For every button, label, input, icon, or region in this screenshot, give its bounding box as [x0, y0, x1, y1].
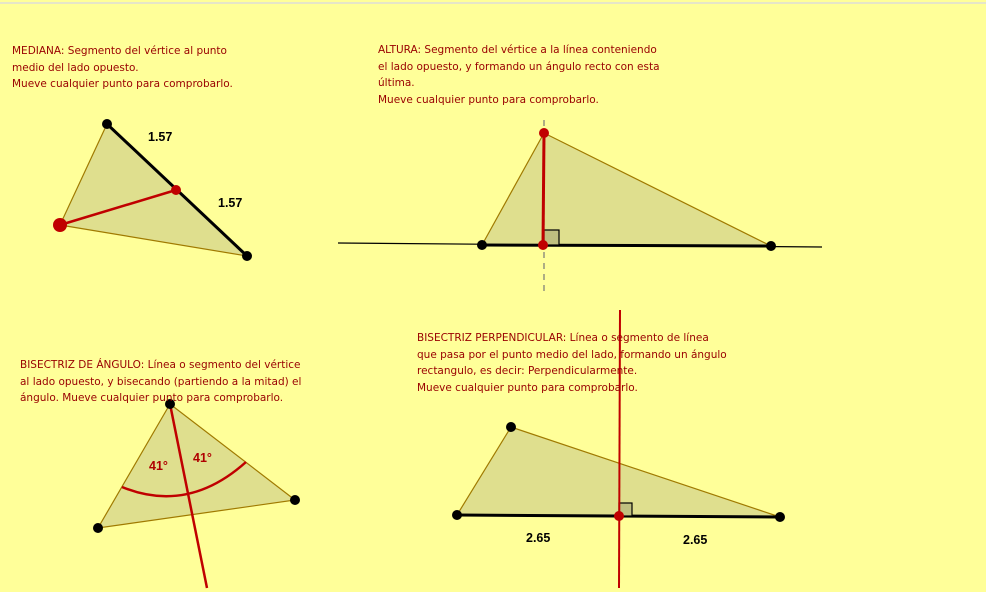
mediatriz-length-left: 2.65 [526, 531, 551, 545]
altura-figure [338, 120, 822, 296]
altura-triangle [482, 133, 771, 246]
bisectriz-angle-left-label: 41° [149, 459, 168, 473]
mediana-description: MEDIANA: Segmento del vértice al punto medio del lado opuesto. Mueve cualquier punto para comprobarlo. [12, 45, 233, 90]
altura-foot-point [538, 240, 548, 250]
altura-base-side [482, 245, 771, 246]
altura-segment [543, 133, 544, 245]
mediatriz-vertex-top[interactable] [506, 422, 516, 432]
mediatriz-midpoint [614, 511, 624, 521]
bisectriz-perpendicular-description: BISECTRIZ PERPENDICULAR: Línea o segmento de línea que pasa por el punto medio del lado, formando un ángulo rectangulo, es decir: Perpendicularmente. Mueve cualquier punto para comprobarlo. [417, 332, 727, 394]
bisectriz-angulo-description: BISECTRIZ DE ÁNGULO: Línea o segmento del vértice al lado opuesto, y bisecando (partiendo a la mitad) el ángulo. Mueve cualquier punto para comprobarlo. [20, 359, 302, 404]
altura-vertex-left[interactable] [477, 240, 487, 250]
mediana-vertex-bottom-right[interactable] [242, 251, 252, 261]
altura-description: ALTURA: Segmento del vértice a la línea conteniendo el lado opuesto, y formando un ángulo recto con esta última. Mueve cualquier punto para comprobarlo. [378, 44, 660, 106]
mediana-midpoint [171, 185, 181, 195]
mediana-length-upper: 1.57 [148, 130, 173, 144]
altura-vertex-top[interactable] [539, 128, 549, 138]
altura-vertex-right[interactable] [766, 241, 776, 251]
mediana-vertex-left[interactable] [53, 218, 67, 232]
mediana-vertex-top[interactable] [102, 119, 112, 129]
bisectriz-angulo-figure [93, 399, 300, 588]
bisectriz-vertex-left[interactable] [93, 523, 103, 533]
bisectriz-angle-right-label: 41° [193, 451, 212, 465]
bisectriz-triangle [98, 404, 295, 528]
mediatriz-vertex-right[interactable] [775, 512, 785, 522]
mediatriz-vertex-left[interactable] [452, 510, 462, 520]
mediatriz-length-right: 2.65 [683, 533, 708, 547]
mediana-length-lower: 1.57 [218, 196, 243, 210]
bisectriz-vertex-right[interactable] [290, 495, 300, 505]
